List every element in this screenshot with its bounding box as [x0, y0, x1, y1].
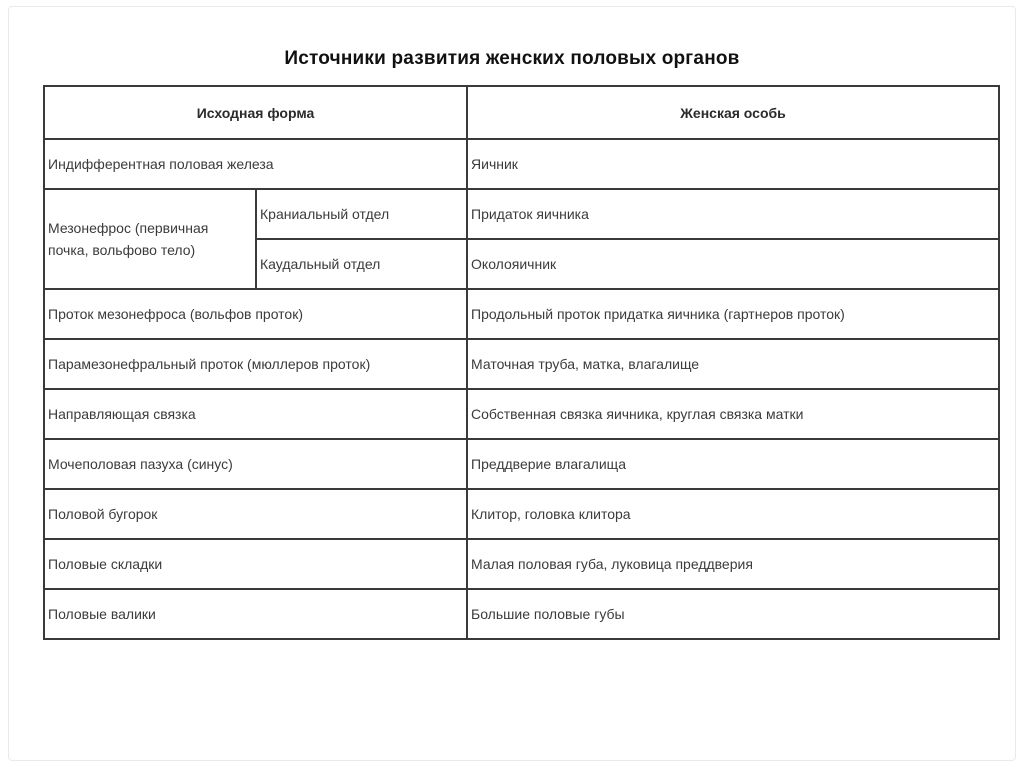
cell-female: Маточная труба, матка, влагалище: [467, 339, 999, 389]
cell-female: Продольный проток придатка яичника (гартнеров проток): [467, 289, 999, 339]
table-row: [44, 489, 999, 539]
cell-female: Клитор, головка клитора: [467, 489, 999, 539]
header-female: Женская особь: [467, 86, 999, 139]
table-row: [44, 339, 999, 389]
cell-subpart: Каудальный отдел: [256, 239, 467, 289]
cell-female: Преддверие влагалища: [467, 439, 999, 489]
header-source-form: Исходная форма: [44, 86, 467, 139]
cell-female: Собственная связка яичника, круглая связка матки: [467, 389, 999, 439]
page-title: Источники развития женских половых органов: [284, 48, 740, 69]
table-row: [44, 439, 999, 489]
table-row: [44, 539, 999, 589]
cell-source: Направляющая связка: [44, 389, 467, 439]
cell-source: Индифферентная половая железа: [44, 139, 467, 189]
cell-source: Проток мезонефроса (вольфов проток): [44, 289, 467, 339]
cell-subpart: Краниальный отдел: [256, 189, 467, 239]
cell-source: Половой бугорок: [44, 489, 467, 539]
table-row: [44, 289, 999, 339]
development-table: [43, 85, 1000, 640]
cell-source: Мочеполовая пазуха (синус): [44, 439, 467, 489]
cell-female: Яичник: [467, 139, 999, 189]
cell-source: Половые валики: [44, 589, 467, 639]
table-row: [44, 189, 999, 239]
cell-source: Мезонефрос (первичная почка, вольфово тело): [44, 189, 256, 289]
cell-female: Околояичник: [467, 239, 999, 289]
cell-source: Парамезонефральный проток (мюллеров проток): [44, 339, 467, 389]
table-row: [44, 389, 999, 439]
cell-female: Придаток яичника: [467, 189, 999, 239]
cell-source: Половые складки: [44, 539, 467, 589]
cell-female: Малая половая губа, луковица преддверия: [467, 539, 999, 589]
table-row: [44, 589, 999, 639]
table-row: [44, 139, 999, 189]
cell-female: Большие половые губы: [467, 589, 999, 639]
table-header-row: [44, 86, 999, 139]
